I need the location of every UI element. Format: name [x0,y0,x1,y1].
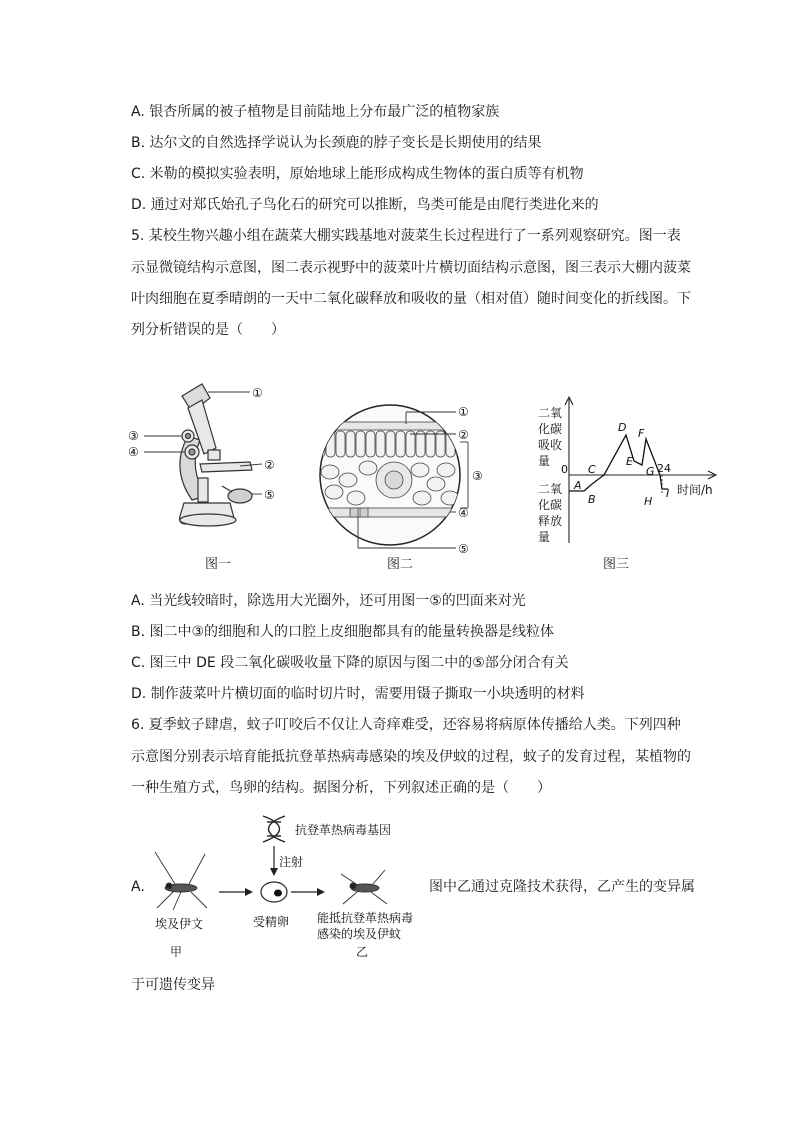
fig1-label-5: ⑤ [264,488,275,502]
q4-option-c: C. 米勒的模拟实验表明，原始地球上能形成构成生物体的蛋白质等有机物 [131,166,584,182]
fig3-point-b: B [588,493,596,506]
fig2-label-3: ③ [472,469,483,483]
fig1-label-3: ③ [128,429,139,443]
figure-2-leaf-section [310,400,510,560]
fig3-point-d: D [618,421,627,434]
mosquito-jia-label: 埃及伊文 [155,917,204,931]
yi-label: 乙 [356,945,369,959]
fig2-label-2: ② [458,428,469,442]
fig3-y-upper-1: 二 [538,406,551,420]
q6-stem-line-2: 示意图分别表示培育能抵抗登革热病毒感染的埃及伊蚊的过程，蚊子的发育过程，某植物的 [131,749,691,765]
fig3-point-i: I [666,487,670,500]
mosquito-yi-icon [341,870,387,904]
fig3-tick-24: 24 [657,462,671,475]
fig1-label-4: ④ [128,445,139,459]
fig3-y-upper-7: 量 [538,454,551,468]
fig3-point-f: F [638,427,645,440]
fig3-y-lower-1: 二 [538,482,551,496]
q6-option-a-text-1: 图中乙通过克隆技术获得，乙产生的变异属 [429,879,695,895]
fig2-label-4: ④ [458,506,469,520]
figure-1-microscope [122,378,282,538]
fig3-y-upper-4: 碳 [550,422,563,436]
fig3-y-upper-3: 化 [538,422,551,436]
fig3-y-upper-2: 氧 [550,406,563,420]
fig3-y-lower-3: 化 [538,498,551,512]
fig3-point-c: C [588,463,596,476]
fig1-label-1: ① [252,386,263,400]
fig3-y-lower-7: 量 [538,530,551,544]
q5-option-a: A. 当光线较暗时，除选用大光圈外，还可用图一⑤的凹面来对光 [131,593,526,609]
fig3-y-lower-6: 放 [550,514,563,528]
fig3-co2-curve [569,435,668,491]
fig3-origin: 0 [561,463,568,476]
fig3-point-g: G [646,465,655,478]
fig3-point-h: H [644,495,653,508]
fig2-label-1: ① [458,405,469,419]
fig1-label-2: ② [264,458,275,472]
fig2-label-5: ⑤ [458,542,469,556]
mosquito-yi-label-1: 能抵抗登革热病毒 [317,911,414,925]
mosquito-yi-label-2: 感染的埃及伊蚊 [317,927,402,941]
jia-label: 甲 [170,945,183,959]
q4-option-b: B. 达尔文的自然选择学说认为长颈鹿的脖子变长是长期使用的结果 [131,135,542,151]
q5-stem-line-1: 5. 某校生物兴趣小组在蔬菜大棚实践基地对菠菜生长过程进行了一系列观察研究。图一表 [131,228,681,244]
arrow-down-icon [270,868,278,876]
q4-option-a: A. 银杏所属的被子植物是目前陆地上分布最广泛的植物家族 [131,104,500,120]
figure-3-co2-chart [534,393,734,553]
fig3-y-lower-5: 释 [538,514,551,528]
fig3-y-upper-6: 收 [550,438,563,452]
arrow-right-icon [317,888,325,896]
fig3-y-upper-5: 吸 [538,438,551,452]
fig1-caption: 图一 [205,557,232,572]
mosquito-jia-icon [155,852,207,910]
inject-label: 注射 [279,855,304,869]
arrow-right-icon [245,888,253,896]
fig2-caption: 图二 [387,557,414,572]
q5-stem-line-3: 叶肉细胞在夏季晴朗的一天中二氧化碳释放和吸收的量（相对值）随时间变化的折线图。下 [131,291,691,307]
q6-stem-line-1: 6. 夏季蚊子肆虐，蚊子叮咬后不仅让人奇痒难受，还容易将病原体传播给人类。下列四种 [131,717,681,733]
q6-stem-line-3: 一种生殖方式，鸟卵的结构。据图分析，下列叙述正确的是（ ） [131,780,551,796]
fig3-x-axis-label: 时间/h [677,483,713,497]
fig3-point-e: E [626,455,633,468]
q5-stem-line-4: 列分析错误的是（ ） [131,322,285,338]
fig3-caption: 图三 [603,557,630,572]
q6-option-a-diagram [145,812,425,962]
q5-option-b: B. 图二中③的细胞和人的口腔上皮细胞都具有的能量转换器是线粒体 [131,624,555,640]
q6-option-a-text-2: 于可遗传变异 [131,977,215,993]
fig3-point-a: A [574,479,582,492]
q5-option-c: C. 图三中 DE 段二氧化碳吸收量下降的原因与图二中的⑤部分闭合有关 [131,655,569,671]
gene-label: 抗登革热病毒基因 [295,823,392,837]
fig3-y-lower-4: 碳 [550,498,563,512]
q6-option-a-letter: A. [131,879,145,895]
egg-label: 受精卵 [253,915,290,929]
dna-helix-icon [263,816,285,842]
q4-option-d: D. 通过对郑氏始孔子鸟化石的研究可以推断，鸟类可能是由爬行类进化来的 [131,197,599,213]
q5-option-d: D. 制作菠菜叶片横切面的临时切片时，需要用镊子撕取一小块透明的材料 [131,686,585,702]
q5-stem-line-2: 示显微镜结构示意图，图二表示视野中的菠菜叶片横切面结构示意图，图三表示大棚内菠菜 [131,260,691,276]
fig3-y-lower-2: 氧 [550,482,563,496]
fertilized-egg-icon [261,882,287,902]
